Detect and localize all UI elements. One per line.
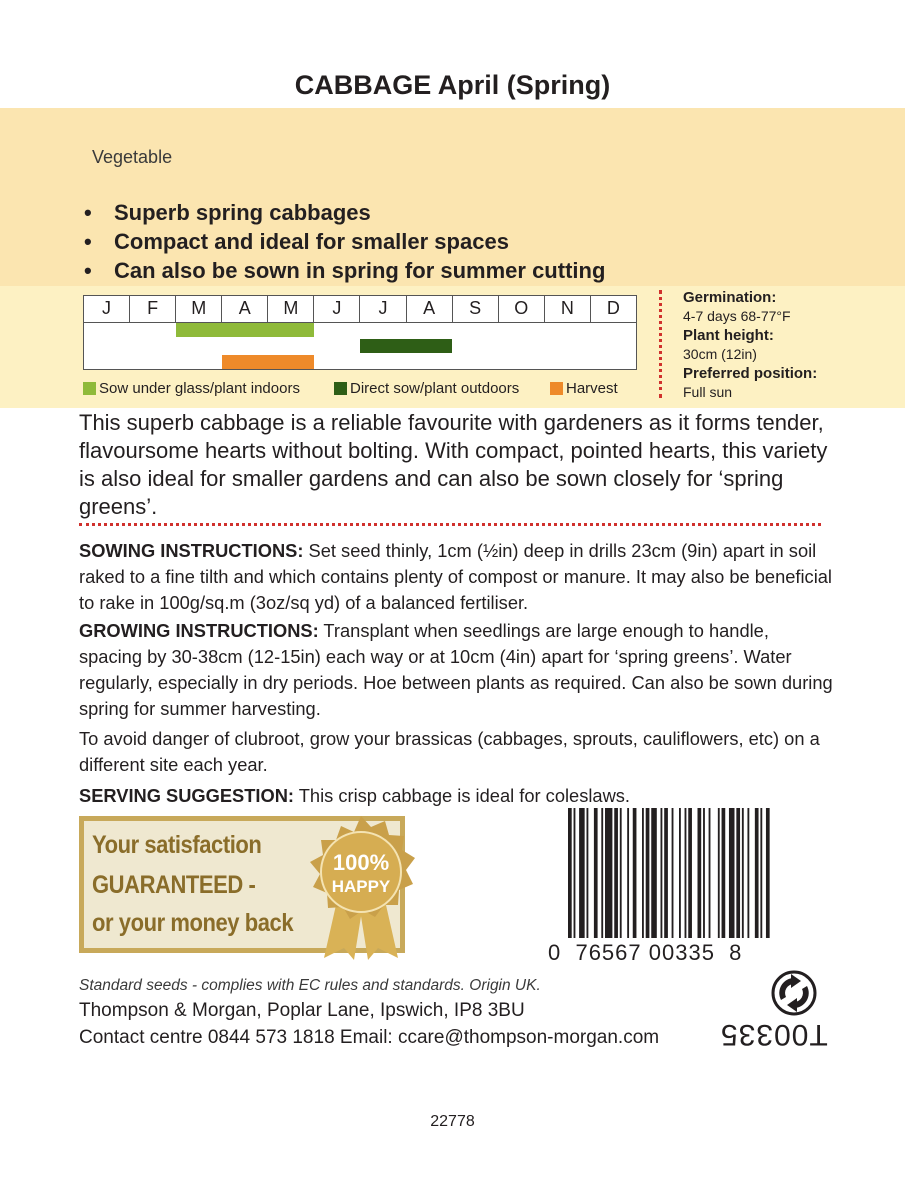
barcode-bar [587,808,589,938]
legend-harvest [550,380,618,397]
barcode-digits: 0 76567 00335 8 [548,940,743,965]
position-label: Preferred position: [683,365,818,382]
month-cell: A [407,296,453,322]
feature-item: • Can also be sown in spring for summer cutting [84,258,606,283]
month-cell: J [314,296,360,322]
category-label: Vegetable [92,147,173,167]
dotted-divider-horizontal [79,523,821,526]
sowing-text: Set seed thinly, 1cm (½in) deep in drills 23cm (9in) apart in soil raked to a fine tilth and which contains plenty of compost or manure. It may also be beneficial to rake in 100g/sq.m (3oz/sq yd) of a balanced fertiliser. [79,540,832,613]
dotted-divider-vertical [659,290,662,398]
feature-list [84,198,605,285]
sowing-label: SOWING INSTRUCTIONS: [79,540,304,561]
month-cell: D [606,298,620,318]
sowing-instructions [79,538,834,616]
barcode-bar [614,808,618,938]
contact-details: Contact centre 0844 573 1818 Email: ccare@thompson-morgan.com [79,1027,660,1048]
feature-text: Superb spring cabbages [114,200,371,225]
growing-info [683,288,898,402]
barcode-bar [718,808,720,938]
serving-suggestion [79,783,834,809]
germination-value: 4-7 days 68-77°F [683,308,791,324]
barcode-bar [722,808,726,938]
barcode-bar [651,808,657,938]
month-cell: N [545,296,591,322]
barcode-bar [568,808,572,938]
feature-text: Compact and ideal for smaller spaces [114,229,509,254]
description: This superb cabbage is a reliable favourite with gardeners as it forms tender, flavoursome hearts without bolting. With compact, pointed hearts, this variety is also ideal for smaller gardens and can also be sown closely for ‘spring greens’. [79,410,828,519]
happy-rosette-icon [296,810,426,960]
month-cell: O [499,296,545,322]
barcode-bar [642,808,644,938]
barcode-bar [601,808,603,938]
barcode-bar [646,808,650,938]
barcode-bar [703,808,705,938]
legend-label: Direct sow/plant outdoors [350,380,520,397]
legend-swatch [550,382,563,395]
germination-label: Germination: [683,289,777,306]
barcode-bar [672,808,674,938]
barcode-bar [766,808,770,938]
barcode-bar [664,808,668,938]
feature-text: Can also be sown in spring for summer cutting [114,258,606,283]
barcode-bar [755,808,759,938]
green-dot-recycle-icon [771,970,817,1016]
calendar-bar-sow-indoors [176,323,314,337]
position-value: Full sun [683,384,733,400]
height-value: 30cm (12in) [683,346,757,362]
month-cell: M [268,296,314,322]
barcode-bar [709,808,711,938]
calendar-months [84,296,636,323]
barcode-bar [747,808,749,938]
barcode-bar [605,808,612,938]
growing-instructions [79,618,834,722]
barcode-bar [627,808,629,938]
barcode-bar [685,808,687,938]
guarantee-line2: GUARANTEED - [92,871,256,899]
growing-label: GROWING INSTRUCTIONS: [79,620,319,641]
clubroot-note: To avoid danger of clubroot, grow your brassicas (cabbages, sprouts, cauliflowers, etc) on a different site each year. [79,728,820,775]
barcode [568,808,800,938]
company-address: Thompson & Morgan, Poplar Lane, Ipswich, IP8 3BU [79,1000,525,1021]
feature-item: • Superb spring cabbages [84,200,371,225]
barcode-bar [579,808,585,938]
sowing-calendar [83,295,637,370]
print-code: 22778 [430,1113,475,1130]
month-cell: J [360,296,406,322]
barcode-bar [679,808,681,938]
legend-swatch [334,382,347,395]
serving-text: This crisp cabbage is ideal for coleslaws. [294,785,631,806]
growing-text: Transplant when seedlings are large enough to handle, spacing by 30-38cm (12-15in) each way or at 10cm (4in) apart for ‘spring greens’. Water regularly, especially in dry periods. Hoe between plants as required. Can also be sown during spring for summer harvesting. [79,620,833,719]
month-cell: S [453,296,499,322]
month-cell: M [176,296,222,322]
month-cell: F [130,296,176,322]
barcode-bar [594,808,598,938]
calendar-bar-sow-outdoors [360,339,452,353]
barcode-bar [742,808,744,938]
legend-sow-indoors [83,380,300,397]
feature-item: • Compact and ideal for smaller spaces [84,229,509,254]
page-title: CABBAGE April (Spring) [294,70,611,100]
guarantee-line1: Your satisfaction [92,831,262,859]
legal-text: Standard seeds - complies with EC rules and standards. Origin UK. [79,977,541,994]
barcode-bar [729,808,735,938]
guarantee-line3: or your money back [92,909,294,937]
barcode-bar [760,808,762,938]
product-code-rotated: T00335 [720,1018,828,1051]
barcode-bar [633,808,637,938]
barcode-bar [661,808,663,938]
legend-swatch [83,382,96,395]
barcode-bar [736,808,740,938]
height-label: Plant height: [683,327,774,344]
badge-line2: HAPPY [331,877,391,896]
barcode-bar [620,808,622,938]
legend-sow-outdoors [334,380,519,397]
barcode-bar [574,808,576,938]
barcode-bar [698,808,702,938]
calendar-bar-harvest [222,355,314,369]
legend-label: Sow under glass/plant indoors [99,380,300,397]
month-cell: A [222,296,268,322]
legend-label: Harvest [566,380,618,397]
barcode-bar [688,808,692,938]
month-cell: J [84,296,130,322]
badge-line1: 100% [332,850,390,875]
serving-label: SERVING SUGGESTION: [79,785,295,806]
